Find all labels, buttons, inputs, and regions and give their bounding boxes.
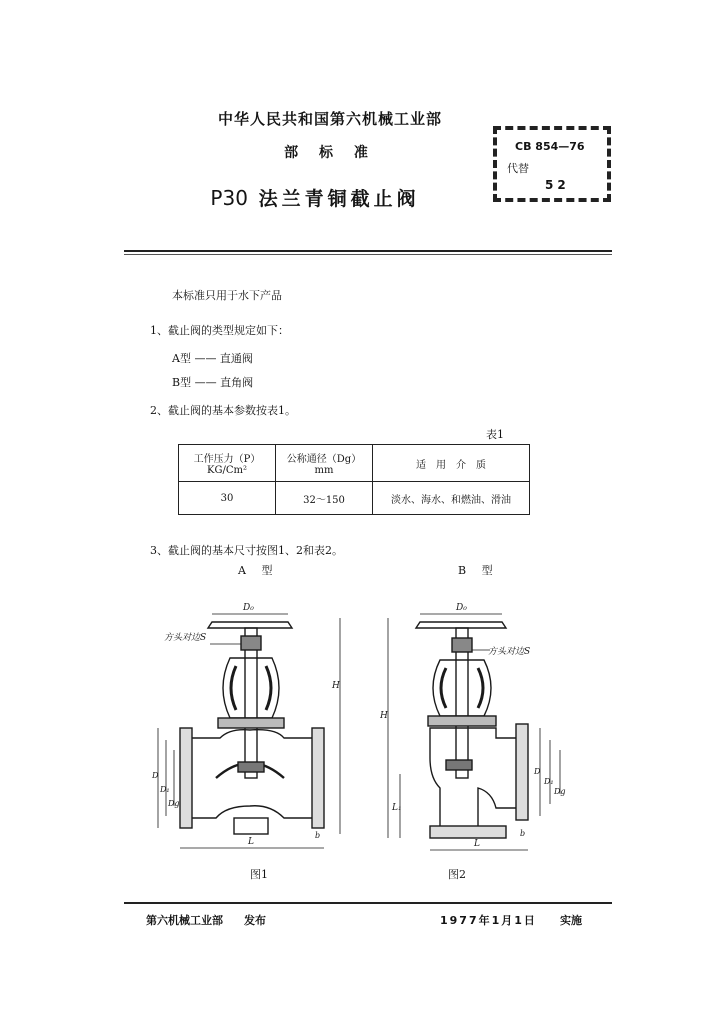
side-flange (516, 724, 528, 820)
stem-nut (452, 638, 472, 652)
left-flange (180, 728, 192, 828)
figure-2-caption: 图2 (448, 868, 466, 881)
effective-date: 1977年1月1日 (440, 914, 537, 927)
s-note: 方头对边S (488, 647, 531, 657)
table-header-row (179, 445, 530, 482)
valve-disc (446, 760, 472, 770)
header-diameter-line2: mm (314, 465, 334, 476)
clause-2: 2、截止阀的基本参数按表1。 (150, 404, 296, 417)
replaces-label: 代替 (507, 162, 529, 175)
stem-nut (241, 636, 261, 650)
table-label: 表1 (486, 428, 504, 441)
yoke-left-arm (441, 668, 446, 708)
dg-label: Dg (168, 799, 180, 808)
title-prefix: P30 (210, 186, 248, 210)
figure-b-type-label: B 型 (458, 564, 499, 577)
bottom-flange (430, 826, 506, 838)
document-title (150, 184, 480, 211)
header-rule (124, 250, 612, 252)
d-label: D (534, 767, 541, 776)
body-bottom (234, 818, 268, 834)
header-pressure-line1: 工作压力（P） (193, 454, 261, 465)
s-note: 方头对边S (164, 633, 207, 643)
l-label: L (474, 839, 480, 849)
h-label: H (332, 681, 340, 691)
scope-statement: 本标准只用于水下产品 (172, 289, 282, 302)
handwheel-rim (208, 622, 292, 628)
figure-1-caption: 图1 (250, 868, 268, 881)
figure-a-type-label: A 型 (238, 564, 279, 577)
type-b-definition: B型 —— 直角阀 (172, 376, 254, 389)
d-label: D (152, 771, 159, 780)
yoke-left-arm (231, 666, 236, 710)
figure-1-drawing (150, 578, 360, 863)
header-diameter (276, 445, 373, 482)
header-diameter-line1: 公称通径（Dg） (286, 454, 362, 465)
cell-medium: 淡水、海水、和燃油、滑油 (373, 482, 530, 515)
header-pressure-line2: KG/Cm² (207, 465, 247, 476)
b-label: b (520, 829, 526, 838)
clause-3: 3、截止阀的基本尺寸按图1、2和表2。 (150, 544, 343, 557)
standard-code: CB 854—76 (515, 140, 585, 153)
d1-label: D₁ (544, 777, 554, 786)
replaces-number: 52 (545, 178, 570, 192)
l1-label: L₁ (392, 803, 402, 813)
yoke-right-arm (266, 666, 271, 710)
right-flange (312, 728, 324, 828)
h-label: H (380, 711, 388, 721)
publish-verb: 发布 (244, 914, 266, 927)
parameter-table (178, 444, 530, 515)
dg-label: Dg (554, 787, 566, 796)
table-row (179, 482, 530, 515)
footer-rule (124, 902, 612, 904)
type-a-definition: A型 —— 直通阀 (172, 352, 253, 365)
valve-body (190, 730, 314, 818)
yoke-right-arm (478, 668, 483, 708)
l-label: L (248, 837, 254, 847)
figure-2-drawing (380, 578, 580, 863)
implement-label: 实施 (560, 914, 582, 927)
handwheel-rim (416, 622, 506, 628)
title-main: 法兰青铜截止阀 (258, 188, 420, 210)
header-rule-thin (124, 254, 612, 255)
b-label: b (315, 831, 321, 840)
d1-label: D₁ (160, 785, 170, 794)
bonnet-flange (428, 716, 496, 726)
valve-body (430, 728, 518, 828)
standard-type: 部 标 准 (284, 145, 376, 161)
ministry-name: 中华人民共和国第六机械工业部 (217, 110, 442, 128)
header-medium: 适 用 介 质 (373, 445, 530, 482)
cell-pressure: 30 (179, 482, 276, 515)
publisher: 第六机械工业部 (146, 914, 223, 927)
bonnet-flange (218, 718, 284, 728)
standard-number-box (493, 126, 611, 202)
d0-label: D₀ (456, 603, 467, 613)
valve-disc (238, 762, 264, 772)
clause-1: 1、截止阀的类型规定如下： (150, 324, 289, 337)
cell-diameter: 32～150 (276, 482, 373, 515)
header-pressure (179, 445, 276, 482)
d0-label: D₀ (243, 603, 254, 613)
